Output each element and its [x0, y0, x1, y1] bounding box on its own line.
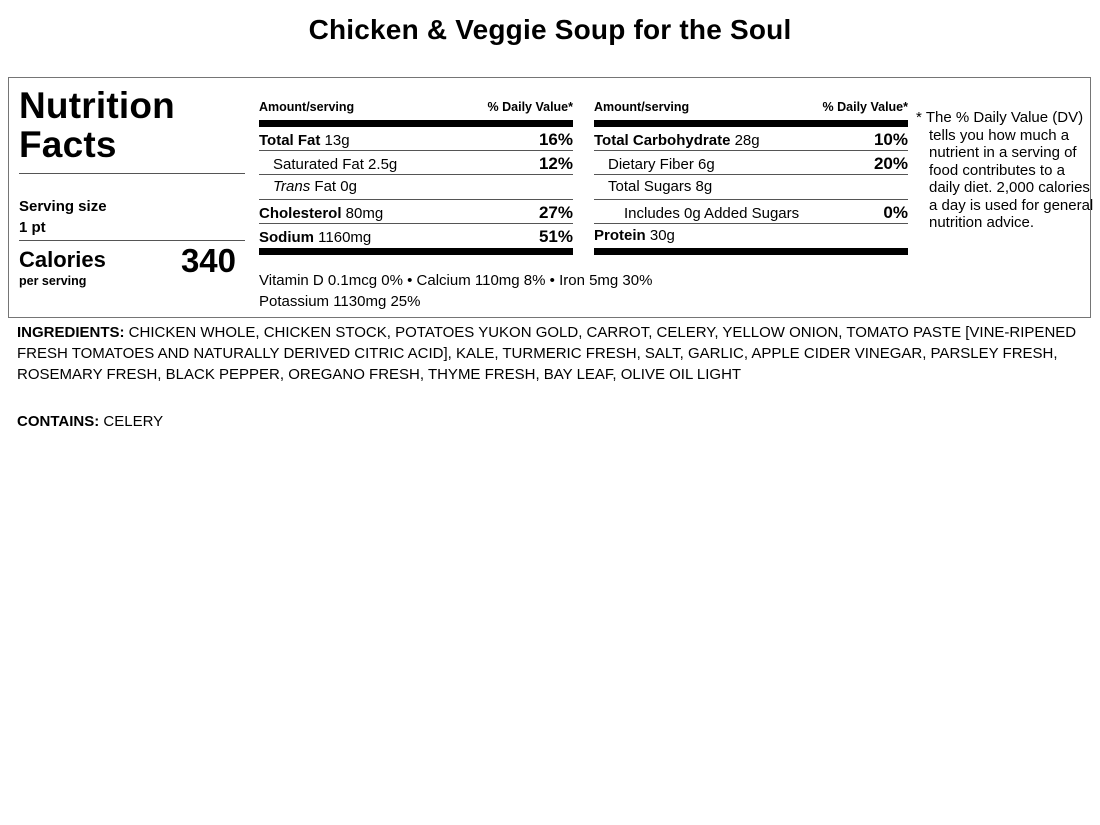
nutrient-name: Sodium 1160mg [259, 228, 372, 246]
nutrient-column-left [259, 100, 573, 255]
footnote-text: The % Daily Value (DV) tells you how much a nutrient in a serving of food contributes to a daily diet. 2,000 calories a day is used for general nutrition advice. [925, 109, 1094, 231]
footnote-asterisk: * [916, 109, 922, 126]
thick-separator-bar [594, 248, 908, 255]
nutrient-row [594, 224, 908, 248]
nutrient-row [259, 200, 573, 224]
contains-line [17, 413, 1087, 430]
nutrient-rows-right [594, 127, 908, 248]
daily-value-footnote [916, 109, 1096, 232]
nutrient-name: Includes 0g Added Sugars [624, 204, 800, 222]
contains-text: CELERY [99, 413, 164, 430]
nutrient-daily-value: 0% [883, 202, 908, 222]
daily-value-header: % Daily Value* [822, 100, 908, 114]
nutrient-row [259, 175, 573, 199]
daily-value-header: % Daily Value* [487, 100, 573, 114]
nutrient-name: Protein 30g [594, 226, 675, 244]
ingredients-label: INGREDIENTS: [17, 324, 125, 341]
nutrition-facts-heading-line1: Nutrition [19, 85, 175, 126]
thick-separator-bar [259, 248, 573, 255]
nutrient-row [594, 127, 908, 151]
calories-label: Calories [19, 247, 106, 272]
nutrient-name: Saturated Fat 2.5g [273, 156, 398, 174]
nutrient-name: Dietary Fiber 6g [608, 156, 715, 174]
nutrient-daily-value: 27% [538, 202, 573, 222]
nutrient-row [259, 127, 573, 151]
serving-size-value: 1 pt [19, 219, 46, 236]
amount-per-serving-header: Amount/serving [259, 100, 355, 114]
nutrition-facts-panel [8, 77, 1094, 318]
micronutrients-line1: Vitamin D 0.1mcg 0% • Calcium 110mg 8% • Iron 5mg 30% [259, 272, 653, 289]
nutrient-daily-value: 10% [873, 130, 908, 149]
nutrient-name: Cholesterol 80mg [259, 204, 384, 222]
nutrient-name: Total Carbohydrate 28g [594, 132, 760, 149]
thick-separator-bar [259, 120, 573, 127]
micronutrients-line2: Potassium 1130mg 25% [259, 293, 421, 310]
nutrient-daily-value: 12% [538, 154, 573, 174]
nutrient-row [594, 175, 908, 199]
thick-separator-bar [594, 120, 908, 127]
micronutrients [259, 270, 929, 312]
amount-per-serving-header: Amount/serving [594, 100, 690, 114]
nutrient-row [259, 224, 573, 248]
nutrient-daily-value: 51% [538, 226, 573, 246]
product-title: Chicken & Veggie Soup for the Soul [308, 14, 792, 45]
column-header [594, 100, 908, 117]
serving-size-label: Serving size [19, 198, 107, 215]
nutrient-name: Total Fat 13g [259, 132, 350, 149]
divider-rule [19, 173, 245, 174]
nutrient-daily-value: 16% [538, 130, 573, 149]
nutrition-facts-heading-line2: Facts [19, 124, 117, 165]
column-header [259, 100, 573, 117]
nutrient-row [594, 200, 908, 224]
nutrient-rows-left [259, 127, 573, 248]
nutrient-row [594, 151, 908, 175]
calories-sublabel: per serving [19, 274, 87, 288]
nutrient-row [259, 151, 573, 175]
nutrient-daily-value: 20% [873, 154, 908, 174]
contains-label: CONTAINS: [17, 413, 100, 430]
ingredients-paragraph [17, 322, 1087, 385]
divider-rule [19, 240, 245, 241]
nutrient-name: Trans Fat 0g [273, 178, 357, 196]
nutrient-name: Total Sugars 8g [608, 178, 713, 196]
ingredients-text: CHICKEN WHOLE, CHICKEN STOCK, POTATOES YUKON GOLD, CARROT, CELERY, YELLOW ONION, TOMATO PASTE [VINE-RIPENED FRESH TOMATOES AND NATURALLY DERIVED CITRIC ACID], KALE, TURMERIC FRESH, SALT, GARLIC, APPLE CIDER VINEGAR, PARSLEY FRESH, ROSEMARY FRESH, BLACK PEPPER, OREGANO FRESH, THYME FRESH, BAY LEAF, OLIVE OIL LIGHT [17, 324, 1077, 383]
calories-value: 340 [180, 242, 236, 279]
nutrient-column-right [594, 100, 908, 255]
nutrition-facts-heading [19, 86, 175, 164]
